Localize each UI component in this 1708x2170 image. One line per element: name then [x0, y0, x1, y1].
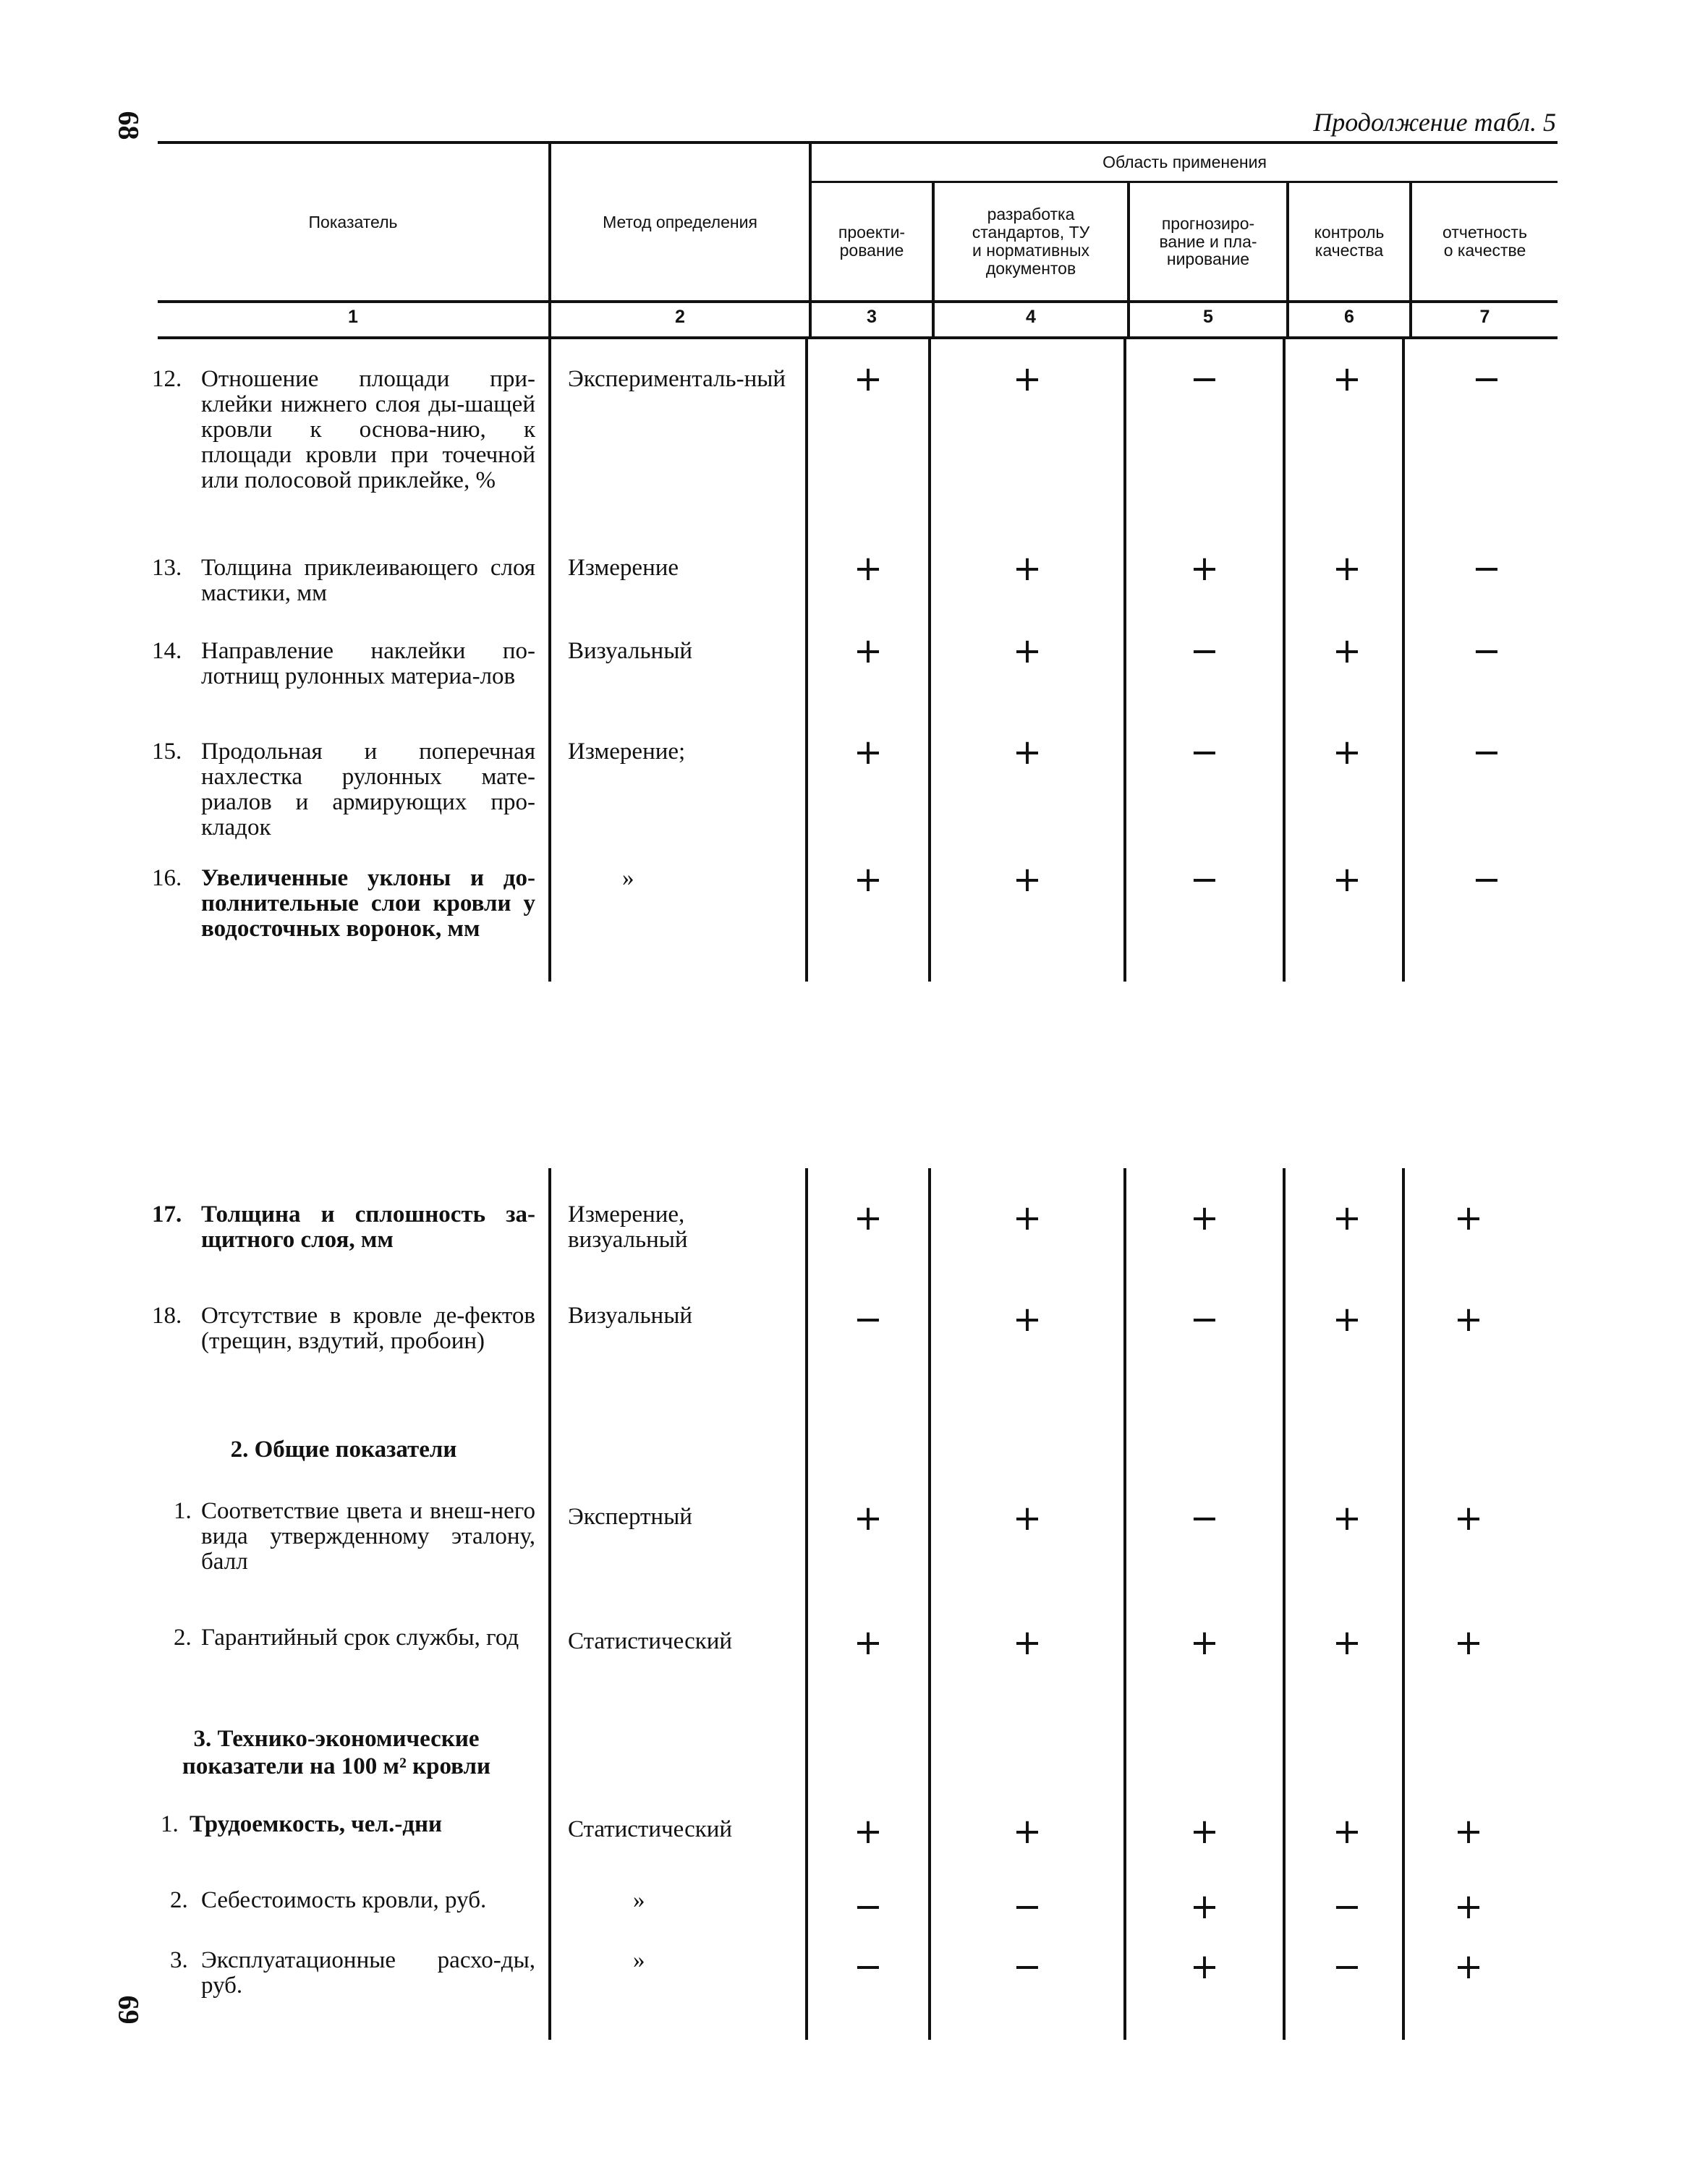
col-number-4: 4	[1026, 307, 1036, 327]
lower-col-divider-4	[1123, 1168, 1126, 2040]
indicator-number: 2.	[170, 1887, 188, 1913]
general-mark-1-design: +	[853, 1498, 883, 1539]
method-16: »	[622, 865, 634, 891]
mark-14-quality-control: +	[1332, 631, 1362, 671]
header-col-forecasting: прогнозиро- вание и пла- нирование	[1159, 213, 1257, 269]
indicator-text: Трудоемкость, чел.-дни	[190, 1811, 443, 1837]
indicator-text: Отношение площади при-клейки нижнего слоя ды-шащей кровли к основа-нию, к площади кровли при точечной или полосовой приклейке, %	[201, 366, 535, 493]
col-number-6: 6	[1344, 307, 1354, 327]
mark-15-quality-reporting: −	[1471, 732, 1502, 773]
method-18: Визуальный	[568, 1303, 693, 1329]
header-col-design: проекти- рование	[838, 223, 906, 260]
indicator-text: Увеличенные уклоны и до-полнительные слои кровли у водосточных воронок, мм	[201, 865, 535, 942]
indicator-16	[152, 866, 535, 942]
indicator-text: Толщина и сплошность за-щитного слоя, мм	[201, 1201, 535, 1253]
general-method-2: Статистический	[568, 1628, 733, 1654]
general-mark-2-standards: +	[1012, 1622, 1042, 1663]
mark-17-forecasting: +	[1189, 1198, 1220, 1238]
economic-method-3: »	[633, 1947, 645, 1973]
col-number-7: 7	[1479, 307, 1490, 327]
page-number-bottom: 69	[112, 1995, 145, 2025]
economic-indicator-2	[152, 1888, 535, 1913]
economic-mark-2-forecasting: +	[1189, 1886, 1220, 1927]
indicator-number: 3.	[170, 1947, 188, 1973]
mark-16-quality-control: +	[1332, 859, 1362, 900]
indicator-14	[152, 639, 535, 689]
mark-18-quality-reporting: +	[1453, 1299, 1484, 1340]
page-number-top: 68	[112, 111, 145, 140]
general-method-1: Экспертный	[568, 1504, 692, 1530]
method-14: Визуальный	[568, 638, 693, 664]
mark-16-design: +	[853, 859, 883, 900]
indicator-text: Себестоимость кровли, руб.	[201, 1887, 487, 1913]
general-mark-2-quality-control: +	[1332, 1622, 1362, 1663]
mark-12-quality-control: +	[1332, 359, 1362, 399]
upper-col-divider-4	[1123, 339, 1126, 982]
section-economic-heading: 3. Технико-экономические показатели на 100 м² кровли	[182, 1726, 491, 1779]
lower-col-divider-3	[928, 1168, 931, 2040]
mark-13-forecasting: +	[1189, 548, 1220, 589]
header-scope: Область применения	[1102, 152, 1267, 171]
indicator-18	[152, 1303, 535, 1354]
mark-13-quality-reporting: −	[1471, 548, 1502, 589]
mark-17-quality-control: +	[1332, 1198, 1362, 1238]
economic-mark-1-quality-control: +	[1332, 1811, 1362, 1852]
mark-12-forecasting: −	[1189, 359, 1220, 399]
indicator-number: 15.	[152, 739, 182, 765]
economic-mark-3-forecasting: +	[1189, 1946, 1220, 1987]
indicator-number: 18.	[152, 1303, 182, 1329]
lower-col-divider-6	[1402, 1168, 1405, 2040]
mark-13-quality-control: +	[1332, 548, 1362, 589]
mark-16-quality-reporting: −	[1471, 859, 1502, 900]
economic-mark-1-quality-reporting: +	[1453, 1811, 1484, 1852]
general-mark-2-forecasting: +	[1189, 1622, 1220, 1663]
general-mark-1-quality-reporting: +	[1453, 1498, 1484, 1539]
header-indicator: Показатель	[308, 213, 398, 232]
economic-mark-2-standards: −	[1012, 1886, 1042, 1927]
economic-mark-1-forecasting: +	[1189, 1811, 1220, 1852]
general-mark-2-design: +	[853, 1622, 883, 1663]
table-caption: Продолжение табл. 5	[1313, 108, 1556, 137]
indicator-text: Отсутствие в кровле де-фектов (трещин, вздутий, пробоин)	[201, 1303, 535, 1354]
economic-mark-2-quality-control: −	[1332, 1886, 1362, 1927]
mark-13-design: +	[853, 548, 883, 589]
indicator-text: Направление наклейки по-лотнищ рулонных материа-лов	[201, 638, 535, 689]
method-13: Измерение	[568, 555, 679, 581]
economic-mark-3-quality-reporting: +	[1453, 1946, 1484, 1987]
header-col-standards: разработка стандартов, ТУ и нормативных документов	[972, 205, 1090, 278]
mark-14-standards: +	[1012, 631, 1042, 671]
col-number-1: 1	[348, 307, 358, 327]
indicator-number: 1.	[161, 1811, 179, 1837]
header-col-quality-reporting: отчетность о качестве	[1443, 223, 1527, 260]
indicator-number: 2.	[174, 1625, 192, 1651]
mark-18-standards: +	[1012, 1299, 1042, 1340]
general-mark-1-forecasting: −	[1189, 1498, 1220, 1539]
col-number-5: 5	[1203, 307, 1213, 327]
economic-mark-1-design: +	[853, 1811, 883, 1852]
upper-col-divider-6	[1402, 339, 1405, 982]
mark-15-quality-control: +	[1332, 732, 1362, 773]
general-indicator-2	[152, 1625, 535, 1651]
general-mark-1-standards: +	[1012, 1498, 1042, 1539]
indicator-15	[152, 739, 535, 841]
col-number-3: 3	[867, 307, 877, 327]
section-general-heading: 2. Общие показатели	[230, 1437, 457, 1463]
mark-17-standards: +	[1012, 1198, 1042, 1238]
indicator-12	[152, 367, 535, 493]
economic-mark-2-quality-reporting: +	[1453, 1886, 1484, 1927]
method-17: Измерение, визуальный	[568, 1201, 688, 1253]
economic-mark-1-standards: +	[1012, 1811, 1042, 1852]
general-mark-2-quality-reporting: +	[1453, 1622, 1484, 1663]
mark-12-quality-reporting: −	[1471, 359, 1502, 399]
method-15: Измерение;	[568, 739, 686, 765]
header-method: Метод определения	[603, 213, 757, 232]
mark-12-standards: +	[1012, 359, 1042, 399]
economic-method-2: »	[633, 1887, 645, 1913]
mark-18-design: −	[853, 1299, 883, 1340]
scope-rule	[809, 181, 1558, 183]
indicator-number: 16.	[152, 865, 182, 891]
mark-17-design: +	[853, 1198, 883, 1238]
indicator-text: Продольная и поперечная нахлестка рулонных мате-риалов и армирующих про-кладок	[201, 739, 535, 841]
indicator-number: 14.	[152, 638, 182, 664]
economic-mark-3-design: −	[853, 1946, 883, 1987]
economic-method-1: Статистический	[568, 1816, 733, 1842]
indicator-text: Соответствие цвета и внеш-него вида утвержденному эталону, балл	[201, 1498, 535, 1575]
indicator-number: 17.	[152, 1201, 182, 1227]
col-number-2: 2	[675, 307, 685, 327]
mark-14-forecasting: −	[1189, 631, 1220, 671]
indicator-number: 13.	[152, 555, 182, 581]
mark-14-quality-reporting: −	[1471, 631, 1502, 671]
indicator-number: 12.	[152, 366, 182, 392]
upper-col-divider-3	[928, 339, 931, 982]
mark-17-quality-reporting: +	[1453, 1198, 1484, 1238]
indicator-text: Толщина приклеивающего слоя мастики, мм	[201, 555, 535, 606]
mark-15-forecasting: −	[1189, 732, 1220, 773]
mark-15-standards: +	[1012, 732, 1042, 773]
mark-18-forecasting: −	[1189, 1299, 1220, 1340]
mark-15-design: +	[853, 732, 883, 773]
header-col-quality-control: контроль качества	[1314, 223, 1385, 260]
mark-18-quality-control: +	[1332, 1299, 1362, 1340]
upper-col-divider-1	[548, 339, 551, 982]
mark-16-standards: +	[1012, 859, 1042, 900]
method-12: Эксперименталь-ный	[568, 366, 786, 392]
mark-16-forecasting: −	[1189, 859, 1220, 900]
economic-mark-3-standards: −	[1012, 1946, 1042, 1987]
economic-mark-2-design: −	[853, 1886, 883, 1927]
indicator-17	[152, 1202, 535, 1253]
economic-indicator-3	[152, 1948, 535, 1999]
economic-indicator-1	[152, 1812, 535, 1837]
upper-col-divider-5	[1283, 339, 1286, 982]
general-indicator-1	[152, 1499, 535, 1575]
general-mark-1-quality-control: +	[1332, 1498, 1362, 1539]
lower-col-divider-5	[1283, 1168, 1286, 2040]
economic-mark-3-quality-control: −	[1332, 1946, 1362, 1987]
mark-14-design: +	[853, 631, 883, 671]
header-bottom-rule	[158, 300, 1558, 303]
indicator-text: Гарантийный срок службы, год	[201, 1625, 519, 1651]
numbers-bottom-rule	[158, 336, 1558, 339]
mark-12-design: +	[853, 359, 883, 399]
indicator-text: Эксплуатационные расхо-ды, руб.	[201, 1947, 535, 1999]
lower-col-divider-1	[548, 1168, 551, 2040]
mark-13-standards: +	[1012, 548, 1042, 589]
indicator-13	[152, 556, 535, 606]
indicator-number: 1.	[174, 1498, 192, 1524]
